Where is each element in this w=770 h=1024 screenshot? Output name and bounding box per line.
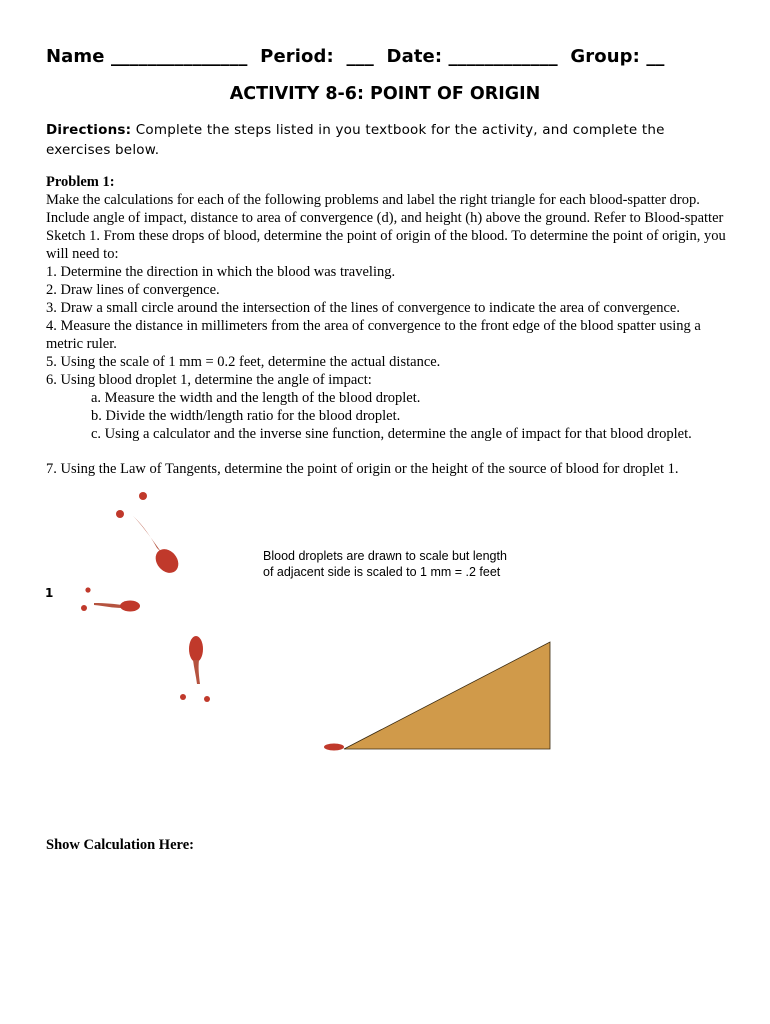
droplet-1-label: 1	[45, 586, 54, 600]
scale-note-line-2: of adjacent side is scaled to 1 mm = .2 feet	[263, 565, 501, 579]
problem-1	[46, 173, 726, 478]
step-3: 3. Draw a small circle around the intersection of the lines of convergence to indicate the area of convergence.	[46, 300, 680, 316]
step-5: 5. Using the scale of 1 mm = 0.2 feet, determine the actual distance.	[46, 354, 441, 370]
blood-droplet-tail	[193, 660, 200, 684]
blood-droplet-small	[85, 587, 90, 592]
step-7: 7. Using the Law of Tangents, determine the point of origin or the height of the source of blood for droplet 1.	[46, 461, 679, 477]
scale-note-line-1: Blood droplets are drawn to scale but length	[263, 549, 507, 563]
step-4: 4. Measure the distance in millimeters from the area of convergence to the front edge of the blood spatter using a metric ruler.	[46, 318, 701, 352]
blood-droplet-large	[189, 636, 203, 662]
substep-a: a. Measure the width and the length of the blood droplet.	[91, 390, 421, 406]
blood-droplet-small	[180, 694, 186, 700]
substep-c: c. Using a calculator and the inverse sine function, determine the angle of impact for that blood droplet.	[91, 426, 692, 442]
blood-droplet-tail	[133, 516, 162, 553]
directions-label: Directions:	[46, 122, 132, 138]
blood-droplet-small	[116, 510, 124, 518]
step-2: 2. Draw lines of convergence.	[46, 282, 220, 298]
directions-text: Complete the steps listed in you textbook for the activity, and complete the exercises below.	[46, 122, 665, 158]
blood-droplet-small	[139, 492, 147, 500]
blood-droplet-at-triangle	[324, 744, 344, 751]
problem-intro: Make the calculations for each of the following problems and label the right triangle for each blood-spatter drop. Include angle of impact, distance to area of convergence (d), and height (h) above the ground. Refer to Blood-spatter Sketch 1. From these drops of blood, determine the point of origin of the blood. To determine the point of origin, you will need to:	[46, 192, 726, 262]
blood-droplet-tail	[94, 603, 122, 608]
step-1: 1. Determine the direction in which the blood was traveling.	[46, 264, 396, 280]
blood-droplet-small	[81, 605, 87, 611]
step-6: 6. Using blood droplet 1, determine the angle of impact:	[46, 372, 372, 388]
right-triangle	[344, 642, 550, 749]
problem-title: Problem 1:	[46, 174, 115, 190]
blood-droplet-1	[120, 601, 140, 612]
blood-droplet-small	[204, 696, 210, 702]
scale-note	[263, 548, 507, 580]
directions	[46, 120, 696, 160]
header-fields-line: Name _______________ Period: ___ Date: ____________ Group: __	[46, 46, 665, 67]
blood-droplet-large	[151, 545, 183, 578]
show-calculation-heading: Show Calculation Here:	[46, 837, 194, 853]
activity-title: ACTIVITY 8-6: POINT OF ORIGIN	[229, 84, 541, 104]
substep-b: b. Divide the width/length ratio for the blood droplet.	[91, 408, 401, 424]
